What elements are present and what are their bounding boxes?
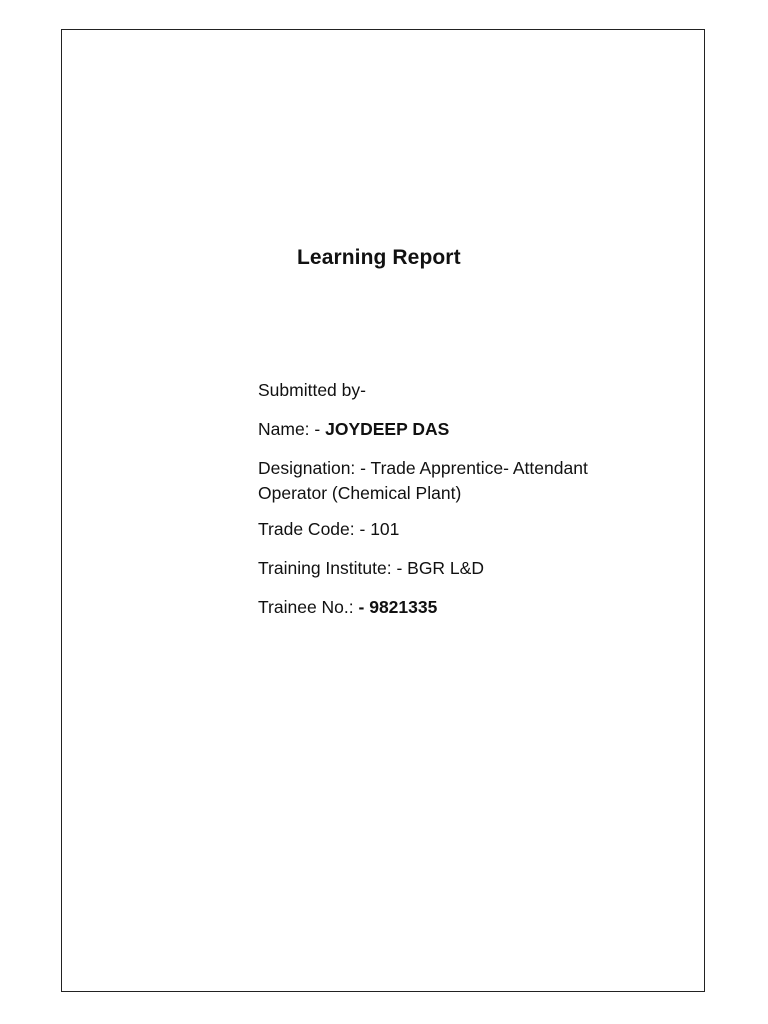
trade-code-line: [258, 517, 658, 542]
trainee-no-label: Trainee No.:: [258, 597, 359, 617]
designation-label: Designation: -: [258, 458, 371, 478]
submitted-by-label: Submitted by-: [258, 380, 366, 400]
trainee-no-value: - 9821335: [358, 597, 438, 617]
designation-line: [258, 456, 658, 506]
designation-value-line1: Trade Apprentice- Attendant: [370, 458, 588, 478]
submission-details: [258, 378, 658, 634]
training-institute-line: [258, 556, 658, 581]
name-label: Name: -: [258, 419, 326, 439]
name-line: [258, 417, 658, 442]
name-value: JOYDEEP DAS: [325, 419, 450, 439]
designation-value-line2: Operator (Chemical Plant): [258, 483, 462, 503]
trade-code-label: Trade Code: -: [258, 519, 371, 539]
training-institute-label: Training Institute: -: [258, 558, 408, 578]
trade-code-value: 101: [370, 519, 400, 539]
training-institute-value: BGR L&D: [407, 558, 484, 578]
trainee-no-line: [258, 595, 658, 620]
document-title: Learning Report: [297, 246, 461, 269]
